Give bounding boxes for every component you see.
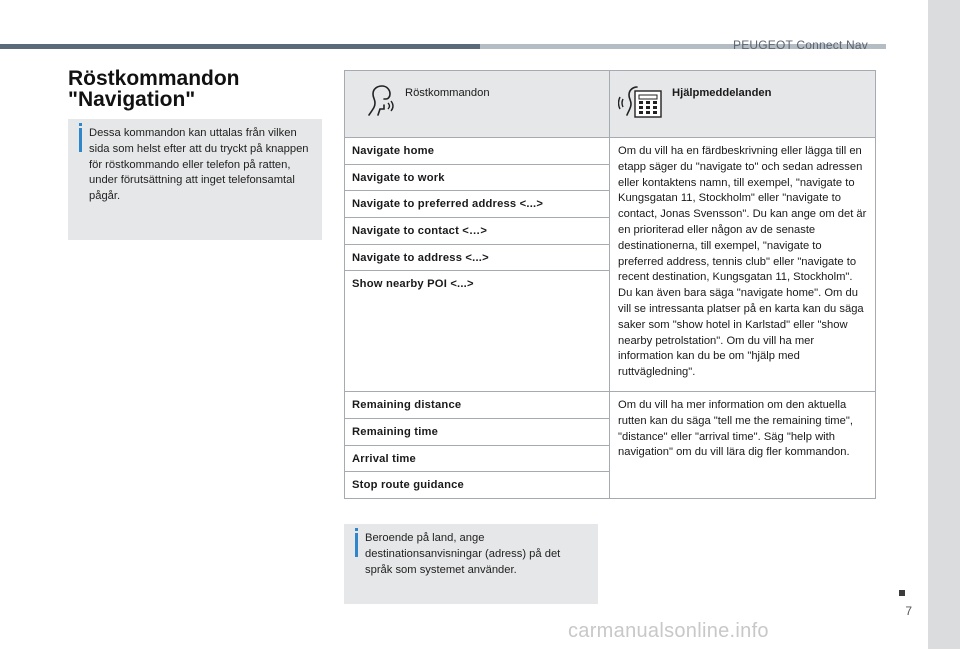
page-title-line1: Röstkommandon [68,67,240,90]
header-title: PEUGEOT Connect Nav [733,38,868,52]
section-end-marker [899,590,905,596]
command-remaining-time: Remaining time [345,419,610,446]
table-header-row [345,71,876,138]
table-header-voice [345,71,610,138]
command-navigate-contact: Navigate to contact <…> [345,218,610,245]
info-note-text: Dessa kommandon kan uttalas från vilken sida som helst efter att du tryckt på knappen för röstkommando eller telefon på ratten, under förutsättning att inget telefonsamtal pågår. [89,127,309,203]
command-navigate-address: Navigate to address <...> [345,245,610,271]
help-text-route: Om du vill ha mer information om den aktuella rutten kan du säga "tell me the remaining time", "distance" eller "arrival time". Säg "help with navigation" om du vill lära dig fler kommandon. [610,392,876,499]
command-show-nearby-poi: Show nearby POI <...> [345,271,610,392]
help-text-navigation: Om du vill ha en färdbeskrivning eller lägga till en etapp säger du "navigate to" och sedan adressen eller kontaktens namn, till exempel, "navigate to Kungsgatan 11, Stockholm" eller "navigate to contact, Jonas Svensson". Du kan ange om det är en prioriterad eller någon av de senaste destinationerna, till exempel, "navigate to preferred address, tennis club" eller "navigate to recent destination, Kungsgatan 11, Stockholm". Du kan även bara säga "navigate home". Om du vill se intressanta platser på en karta kan du säga saker som "show hotel in Karlstad" eller "show nearby petrolstation". Om du vill ha mer information kan du be om "hjälp med ruttvägledning". [610,138,876,392]
page-title-line2: "Navigation" [68,88,196,111]
command-remaining-distance: Remaining distance [345,392,610,419]
info-note-bottom-text: Beroende på land, ange destinationsanvisningar (adress) på det språk som systemet använder. [365,532,561,576]
command-stop-route-guidance: Stop route guidance [345,472,610,499]
table-header-help [610,71,876,138]
table-header-help-label: Hjälpmeddelanden [672,87,772,99]
command-arrival-time: Arrival time [345,446,610,472]
header-bar-dark [0,44,480,49]
info-note-bottom [344,524,598,604]
side-strip [928,0,960,649]
table-row [345,138,876,165]
page-number: 7 [905,604,912,618]
table-row [345,392,876,419]
voice-commands-table [344,70,876,499]
command-navigate-home: Navigate home [345,138,610,165]
page-title [68,68,240,110]
info-icon [79,128,82,152]
command-navigate-to-work: Navigate to work [345,165,610,191]
voice-command-icon [363,83,399,119]
help-message-icon [618,83,666,119]
info-note-top [68,119,322,240]
command-navigate-preferred: Navigate to preferred address <...> [345,191,610,218]
info-icon [355,533,358,557]
watermark: carmanualsonline.info [568,620,769,642]
table-header-voice-label: Röstkommandon [405,87,490,99]
